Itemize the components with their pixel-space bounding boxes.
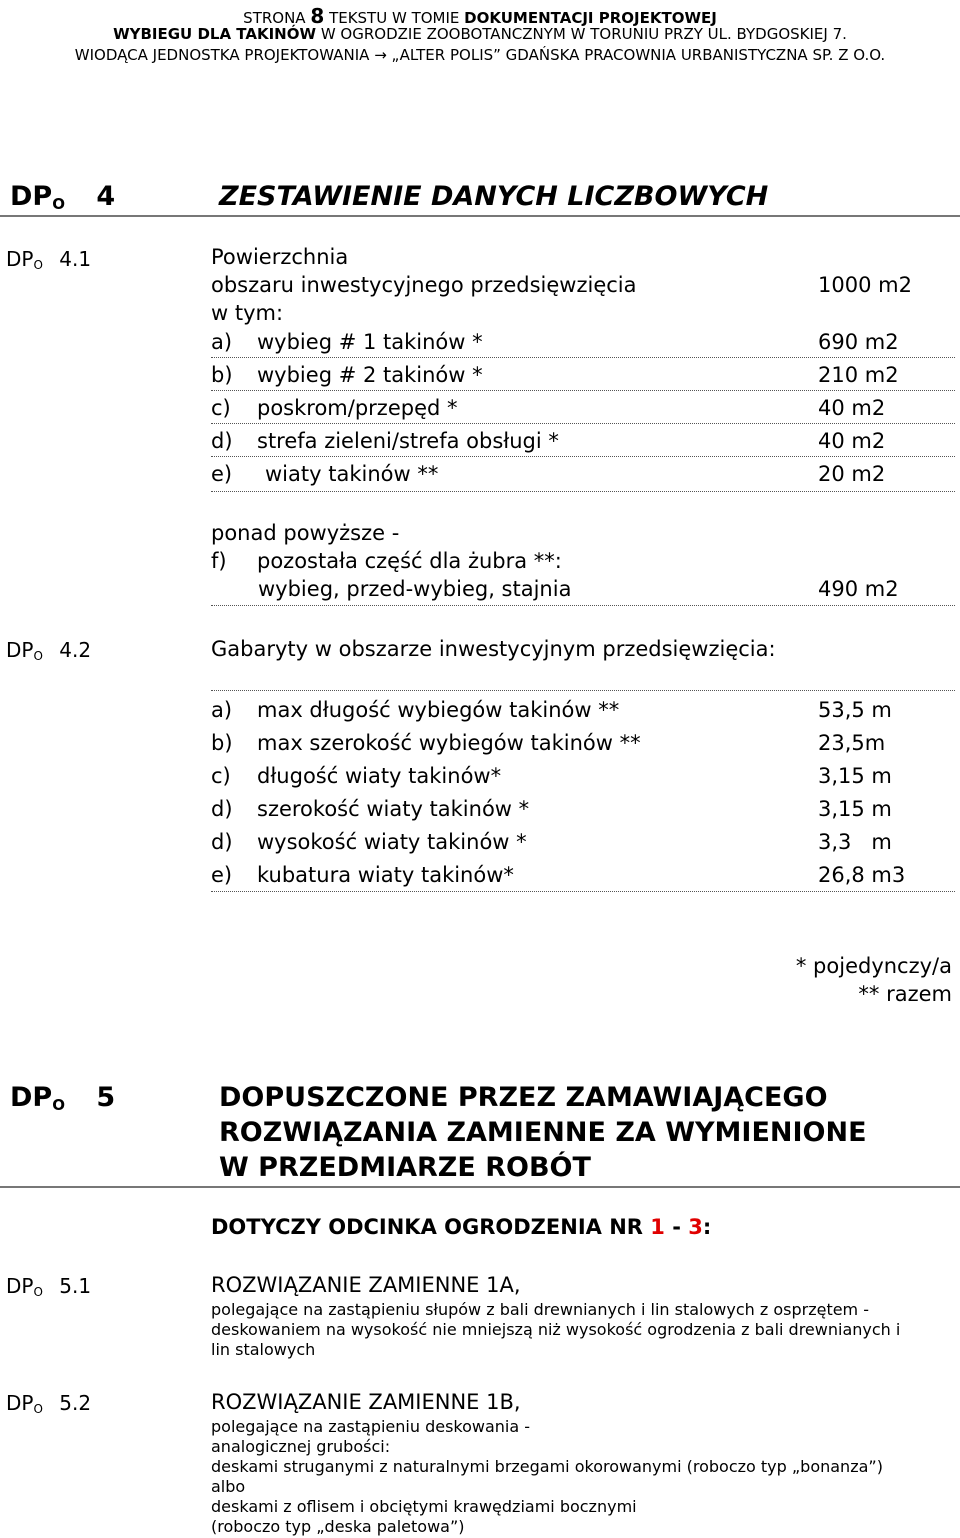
s51-desc-3: lin stalowych xyxy=(211,1340,316,1359)
s52-desc-4: albo xyxy=(211,1477,246,1496)
header-project-name: WYBIEGU DLA TAKINÓW xyxy=(113,25,317,43)
section-5-title-2: ROZWIĄZANIA ZAMIENNE ZA WYMIENIONE xyxy=(219,1117,867,1148)
section-5-title-1: DOPUSZCZONE PRZEZ ZAMAWIAJĄCEGO xyxy=(219,1082,828,1113)
header-line-2 xyxy=(0,25,960,43)
s42-title: Gabaryty w obszarze inwestycyjnym przedsięwzięcia: xyxy=(211,637,776,661)
s52-desc-2: analogicznej grubości: xyxy=(211,1437,391,1456)
s42-code: $DP_O$ 4.2 xyxy=(6,638,92,663)
header-doc-title: DOKUMENTACJI PROJEKTOWEJ xyxy=(464,9,717,27)
fence-number-end: 3 xyxy=(688,1215,703,1239)
fence-number-start: 1 xyxy=(650,1215,665,1239)
section-4-code: $DP_O$ 4 xyxy=(10,181,116,213)
row-divider xyxy=(211,423,955,424)
row-divider xyxy=(211,891,955,892)
s51-desc-1: polegające na zastąpieniu słupów z bali drewnianych i lin stalowych z osprzętem - xyxy=(211,1300,869,1319)
s41-line3: w tym: xyxy=(211,301,284,325)
s51-desc-2: deskowaniem na wysokość nie mniejszą niż wysokość ogrodzenia z bali drewnianych i xyxy=(211,1320,901,1339)
s41-extra-label2: wybieg, przed-wybieg, stajnia xyxy=(258,577,572,601)
s41-line1: Powierzchnia xyxy=(211,245,349,269)
arrow-right-icon: → xyxy=(374,46,387,64)
s41-extra-intro: ponad powyższe - xyxy=(211,521,400,545)
s51-code: $DP_O$ 5.1 xyxy=(6,1274,92,1299)
section-5-rule xyxy=(0,1186,960,1188)
s52-code: $DP_O$ 5.2 xyxy=(6,1391,92,1416)
footnote-single: * pojedynczy/a xyxy=(795,954,952,978)
s52-title: ROZWIĄZANIE ZAMIENNE 1B, xyxy=(211,1390,521,1414)
s52-desc-6: (roboczo typ „deska paletowa”) xyxy=(211,1517,465,1536)
header-page-prefix: STRONA xyxy=(243,9,306,27)
section-5-subhead: DOTYCZY ODCINKA OGRODZENIA NR 1 - 3: xyxy=(211,1215,712,1239)
header-mid-text: TEKSTU W TOMIE xyxy=(329,9,460,27)
row-divider xyxy=(211,357,955,358)
header-company: „ALTER POLIS” GDAŃSKA PRACOWNIA URBANISTYCZNA SP. Z O.O. xyxy=(391,46,886,64)
row-divider xyxy=(211,456,955,457)
s41-line2: obszaru inwestycyjnego przedsięwzięcia xyxy=(211,273,637,297)
s41-total: 1000 m2 xyxy=(818,273,912,297)
section-5-title-3: W PRZEDMIARZE ROBÓT xyxy=(219,1152,591,1183)
s41-extra-label: pozostała część dla żubra **: xyxy=(257,549,562,573)
s52-desc-1: polegające na zastąpieniu deskowania - xyxy=(211,1417,531,1436)
row-divider xyxy=(211,605,955,606)
header-unit: WIODĄCA JEDNOSTKA PROJEKTOWANIA xyxy=(74,46,370,64)
s51-title: ROZWIĄZANIE ZAMIENNE 1A, xyxy=(211,1273,521,1297)
s41-code: $DP_O$ 4.1 xyxy=(6,247,92,272)
row-divider xyxy=(211,491,955,492)
section-5-code: $DP_O$ 5 xyxy=(10,1082,116,1114)
section-4-title: ZESTAWIENIE DANYCH LICZBOWYCH xyxy=(219,181,769,212)
header-page-number: 8 xyxy=(310,4,325,28)
row-divider xyxy=(211,390,955,391)
s41-extra-value: 490 m2 xyxy=(818,577,899,601)
footnote-total: ** razem xyxy=(858,982,952,1006)
row-divider xyxy=(211,690,955,691)
s52-desc-5: deskami z oflisem i obciętymi krawędziami bocznymi xyxy=(211,1497,637,1516)
s41-extra-letter: f) xyxy=(211,549,227,573)
s52-desc-3: deskami struganymi z naturalnymi brzegami okorowanymi (roboczo typ „bonanza”) xyxy=(211,1457,883,1476)
section-4-rule xyxy=(0,215,960,217)
header-line-3 xyxy=(0,46,960,64)
header-location: W OGRODZIE ZOOBOTANCZNYM W TORUNIU PRZY UL. BYDGOSKIEJ 7. xyxy=(320,25,847,43)
